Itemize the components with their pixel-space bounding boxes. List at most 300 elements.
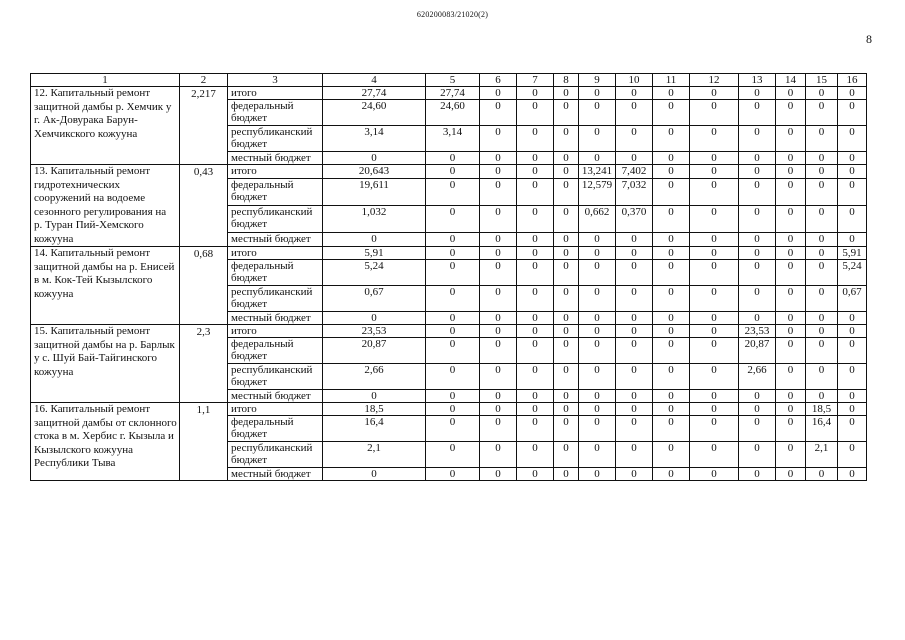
value-cell: 0 [739, 260, 776, 286]
value-cell: 0 [838, 126, 867, 152]
value-cell: 0 [690, 403, 739, 416]
column-header: 3 [228, 74, 323, 87]
value-cell: 0 [653, 205, 690, 232]
value-cell: 0 [616, 416, 653, 442]
value-cell: 0 [806, 100, 838, 126]
value-cell: 0 [776, 152, 806, 165]
value-cell: 27,74 [426, 87, 480, 100]
value-cell: 0 [554, 312, 579, 325]
column-header: 16 [838, 74, 867, 87]
value-cell: 19,611 [323, 178, 426, 205]
value-cell: 0 [426, 247, 480, 260]
value-cell: 0 [426, 260, 480, 286]
funding-source-cell: республиканский бюджет [228, 364, 323, 390]
value-cell: 5,24 [838, 260, 867, 286]
value-cell: 0 [554, 205, 579, 232]
funding-source-cell: итого [228, 325, 323, 338]
project-length-cell: 0,68 [180, 247, 228, 325]
value-cell: 0 [480, 87, 517, 100]
value-cell: 0 [838, 233, 867, 247]
value-cell: 0 [517, 325, 554, 338]
funding-source-cell: итого [228, 403, 323, 416]
value-cell: 23,53 [739, 325, 776, 338]
value-cell: 0 [480, 126, 517, 152]
value-cell: 0 [323, 468, 426, 481]
value-cell: 0 [554, 416, 579, 442]
value-cell: 0 [690, 312, 739, 325]
value-cell: 0 [776, 403, 806, 416]
value-cell: 0 [579, 325, 616, 338]
value-cell: 0 [554, 126, 579, 152]
value-cell: 0 [517, 312, 554, 325]
value-cell: 0 [739, 152, 776, 165]
value-cell: 0 [690, 416, 739, 442]
value-cell: 0 [653, 178, 690, 205]
value-cell: 0 [579, 286, 616, 312]
column-header: 2 [180, 74, 228, 87]
value-cell: 0 [616, 233, 653, 247]
value-cell: 0 [517, 286, 554, 312]
value-cell: 0 [806, 87, 838, 100]
value-cell: 0 [517, 390, 554, 403]
value-cell: 0 [739, 178, 776, 205]
value-cell: 0 [554, 364, 579, 390]
value-cell: 0 [616, 286, 653, 312]
value-cell: 0 [579, 468, 616, 481]
project-length-cell: 0,43 [180, 165, 228, 247]
funding-source-cell: итого [228, 87, 323, 100]
value-cell: 0 [653, 165, 690, 179]
funding-table [30, 73, 867, 481]
funding-source-cell: республиканский бюджет [228, 286, 323, 312]
value-cell: 0 [579, 364, 616, 390]
value-cell: 0 [838, 152, 867, 165]
value-cell: 0 [616, 390, 653, 403]
value-cell: 0 [776, 233, 806, 247]
value-cell: 0 [838, 205, 867, 232]
value-cell: 0 [517, 165, 554, 179]
value-cell: 0 [426, 312, 480, 325]
table-row [31, 165, 867, 179]
value-cell: 0 [838, 364, 867, 390]
value-cell: 0 [616, 247, 653, 260]
value-cell: 0 [480, 442, 517, 468]
value-cell: 0 [426, 286, 480, 312]
value-cell: 0 [653, 247, 690, 260]
value-cell: 0 [739, 312, 776, 325]
value-cell: 0 [480, 390, 517, 403]
value-cell: 0 [579, 233, 616, 247]
project-length-cell: 2,217 [180, 87, 228, 165]
value-cell: 0 [838, 403, 867, 416]
value-cell: 0 [616, 100, 653, 126]
value-cell: 0 [776, 338, 806, 364]
column-header: 4 [323, 74, 426, 87]
funding-source-cell: итого [228, 165, 323, 179]
value-cell: 0 [838, 165, 867, 179]
value-cell: 0 [579, 152, 616, 165]
funding-source-cell: федеральный бюджет [228, 100, 323, 126]
value-cell: 0 [554, 165, 579, 179]
value-cell: 0 [739, 468, 776, 481]
value-cell: 0 [554, 338, 579, 364]
value-cell: 0 [838, 416, 867, 442]
value-cell: 0 [653, 403, 690, 416]
value-cell: 0 [426, 178, 480, 205]
value-cell: 0 [739, 165, 776, 179]
funding-source-cell: федеральный бюджет [228, 178, 323, 205]
value-cell: 0 [616, 364, 653, 390]
value-cell: 0 [838, 312, 867, 325]
value-cell: 0 [653, 233, 690, 247]
value-cell: 0 [426, 390, 480, 403]
value-cell: 0 [690, 178, 739, 205]
value-cell: 5,91 [838, 247, 867, 260]
value-cell: 0 [806, 364, 838, 390]
value-cell: 0 [806, 152, 838, 165]
value-cell: 13,241 [579, 165, 616, 179]
value-cell: 0 [690, 338, 739, 364]
value-cell: 0 [517, 205, 554, 232]
page-number: 8 [866, 32, 872, 46]
value-cell: 24,60 [323, 100, 426, 126]
value-cell: 3,14 [426, 126, 480, 152]
project-name-cell: 14. Капитальный ремонт защитной дамбы на р. Енисей в м. Кок-Тей Кызылского кожууна [31, 247, 180, 325]
value-cell: 0 [579, 338, 616, 364]
value-cell: 0 [579, 247, 616, 260]
value-cell: 0,67 [838, 286, 867, 312]
value-cell: 0 [554, 87, 579, 100]
funding-source-cell: местный бюджет [228, 233, 323, 247]
value-cell: 0 [579, 100, 616, 126]
value-cell: 0 [554, 442, 579, 468]
value-cell: 0 [480, 205, 517, 232]
value-cell: 0 [517, 247, 554, 260]
value-cell: 0 [739, 416, 776, 442]
value-cell: 2,1 [806, 442, 838, 468]
project-name-cell: 12. Капитальный ремонт защитной дамбы р. Хемчик у г. Ак-Довурака Барун-Хемчикского кожууна [31, 87, 180, 165]
value-cell: 0 [554, 233, 579, 247]
value-cell: 0 [480, 260, 517, 286]
value-cell: 0 [517, 233, 554, 247]
value-cell: 0 [739, 233, 776, 247]
value-cell: 0 [579, 416, 616, 442]
value-cell: 0 [690, 325, 739, 338]
value-cell: 0 [838, 338, 867, 364]
value-cell: 0 [517, 468, 554, 481]
value-cell: 0 [480, 403, 517, 416]
value-cell: 0 [690, 152, 739, 165]
funding-source-cell: республиканский бюджет [228, 126, 323, 152]
value-cell: 0 [554, 100, 579, 126]
value-cell: 0 [653, 87, 690, 100]
column-header: 1 [31, 74, 180, 87]
value-cell: 0 [653, 364, 690, 390]
value-cell: 0 [616, 468, 653, 481]
value-cell: 0 [616, 325, 653, 338]
value-cell: 0 [616, 312, 653, 325]
value-cell: 27,74 [323, 87, 426, 100]
table-row [31, 325, 867, 338]
value-cell: 0 [554, 403, 579, 416]
table-row [31, 87, 867, 100]
value-cell: 0 [776, 100, 806, 126]
funding-source-cell: федеральный бюджет [228, 416, 323, 442]
value-cell: 0 [323, 390, 426, 403]
value-cell: 0 [653, 325, 690, 338]
value-cell: 0 [426, 205, 480, 232]
value-cell: 0 [806, 165, 838, 179]
value-cell: 0 [838, 325, 867, 338]
value-cell: 0 [480, 165, 517, 179]
value-cell: 0 [739, 286, 776, 312]
value-cell: 0 [616, 442, 653, 468]
value-cell: 0 [690, 100, 739, 126]
value-cell: 0 [739, 126, 776, 152]
value-cell: 0 [653, 390, 690, 403]
value-cell: 0 [579, 87, 616, 100]
value-cell: 23,53 [323, 325, 426, 338]
value-cell: 0 [776, 364, 806, 390]
value-cell: 0 [776, 442, 806, 468]
value-cell: 20,87 [739, 338, 776, 364]
document-code: 620200083/21020(2) [416, 10, 489, 19]
value-cell: 0 [690, 233, 739, 247]
value-cell: 0 [653, 338, 690, 364]
value-cell: 0 [806, 468, 838, 481]
value-cell: 0 [554, 286, 579, 312]
value-cell: 0 [653, 442, 690, 468]
value-cell: 0 [323, 233, 426, 247]
value-cell: 0 [480, 468, 517, 481]
value-cell: 0 [426, 416, 480, 442]
value-cell: 1,032 [323, 205, 426, 232]
value-cell: 5,91 [323, 247, 426, 260]
value-cell: 0 [554, 390, 579, 403]
value-cell: 0 [480, 247, 517, 260]
value-cell: 0 [517, 87, 554, 100]
value-cell: 0 [517, 152, 554, 165]
value-cell: 0 [690, 165, 739, 179]
column-header: 5 [426, 74, 480, 87]
value-cell: 0 [690, 286, 739, 312]
value-cell: 0 [690, 205, 739, 232]
column-header: 14 [776, 74, 806, 87]
funding-source-cell: местный бюджет [228, 312, 323, 325]
value-cell: 0 [690, 442, 739, 468]
value-cell: 18,5 [323, 403, 426, 416]
project-length-cell: 1,1 [180, 403, 228, 481]
value-cell: 0 [806, 390, 838, 403]
value-cell: 0 [579, 312, 616, 325]
value-cell: 0 [579, 126, 616, 152]
value-cell: 0 [776, 325, 806, 338]
value-cell: 0 [426, 468, 480, 481]
funding-source-cell: федеральный бюджет [228, 338, 323, 364]
value-cell: 0 [776, 126, 806, 152]
value-cell: 0 [739, 87, 776, 100]
value-cell: 0 [426, 325, 480, 338]
value-cell: 0 [653, 468, 690, 481]
funding-source-cell: итого [228, 247, 323, 260]
value-cell: 0 [690, 390, 739, 403]
value-cell: 0 [690, 468, 739, 481]
column-header: 6 [480, 74, 517, 87]
column-header: 13 [739, 74, 776, 87]
value-cell: 0 [776, 390, 806, 403]
value-cell: 0,370 [616, 205, 653, 232]
column-header: 15 [806, 74, 838, 87]
value-cell: 16,4 [323, 416, 426, 442]
value-cell: 0 [554, 178, 579, 205]
value-cell: 0 [776, 416, 806, 442]
value-cell: 0 [806, 312, 838, 325]
value-cell: 0 [653, 312, 690, 325]
value-cell: 0 [690, 126, 739, 152]
value-cell: 0 [653, 126, 690, 152]
value-cell: 0 [690, 247, 739, 260]
value-cell: 0 [517, 403, 554, 416]
value-cell: 0 [739, 403, 776, 416]
value-cell: 0 [776, 87, 806, 100]
value-cell: 0 [690, 260, 739, 286]
value-cell: 0 [480, 100, 517, 126]
value-cell: 0,67 [323, 286, 426, 312]
value-cell: 0 [517, 416, 554, 442]
value-cell: 7,402 [616, 165, 653, 179]
value-cell: 0 [554, 152, 579, 165]
value-cell: 0 [776, 286, 806, 312]
value-cell: 0 [426, 152, 480, 165]
value-cell: 0 [616, 152, 653, 165]
value-cell: 18,5 [806, 403, 838, 416]
value-cell: 16,4 [806, 416, 838, 442]
value-cell: 0 [480, 338, 517, 364]
value-cell: 0 [480, 152, 517, 165]
value-cell: 2,66 [323, 364, 426, 390]
value-cell: 0 [616, 403, 653, 416]
value-cell: 2,1 [323, 442, 426, 468]
value-cell: 0 [517, 126, 554, 152]
funding-source-cell: федеральный бюджет [228, 260, 323, 286]
value-cell: 0 [517, 100, 554, 126]
value-cell: 0 [323, 312, 426, 325]
value-cell: 0 [480, 233, 517, 247]
value-cell: 0 [426, 442, 480, 468]
value-cell: 0 [480, 178, 517, 205]
value-cell: 20,643 [323, 165, 426, 179]
value-cell: 0 [838, 100, 867, 126]
value-cell: 0 [616, 260, 653, 286]
value-cell: 0 [739, 390, 776, 403]
value-cell: 0 [776, 312, 806, 325]
value-cell: 7,032 [616, 178, 653, 205]
value-cell: 0 [426, 165, 480, 179]
value-cell: 0,662 [579, 205, 616, 232]
value-cell: 0 [653, 152, 690, 165]
table-row [31, 403, 867, 416]
value-cell: 0 [739, 247, 776, 260]
value-cell: 0 [480, 286, 517, 312]
funding-source-cell: местный бюджет [228, 390, 323, 403]
value-cell: 0 [554, 260, 579, 286]
funding-source-cell: местный бюджет [228, 468, 323, 481]
value-cell: 0 [776, 468, 806, 481]
value-cell: 0 [838, 442, 867, 468]
value-cell: 0 [776, 247, 806, 260]
value-cell: 0 [554, 468, 579, 481]
value-cell: 0 [806, 338, 838, 364]
header-row [31, 74, 867, 87]
value-cell: 0 [426, 233, 480, 247]
value-cell: 0 [806, 205, 838, 232]
value-cell: 0 [426, 364, 480, 390]
value-cell: 0 [653, 416, 690, 442]
value-cell: 5,24 [323, 260, 426, 286]
value-cell: 0 [776, 260, 806, 286]
table-row [31, 247, 867, 260]
value-cell: 0 [579, 403, 616, 416]
value-cell: 0 [806, 325, 838, 338]
value-cell: 0 [806, 247, 838, 260]
value-cell: 0 [653, 260, 690, 286]
value-cell: 0 [776, 165, 806, 179]
value-cell: 3,14 [323, 126, 426, 152]
value-cell: 0 [517, 338, 554, 364]
value-cell: 0 [480, 364, 517, 390]
value-cell: 0 [426, 403, 480, 416]
column-header: 12 [690, 74, 739, 87]
value-cell: 2,66 [739, 364, 776, 390]
value-cell: 0 [838, 87, 867, 100]
value-cell: 0 [653, 286, 690, 312]
value-cell: 0 [579, 390, 616, 403]
value-cell: 0 [776, 205, 806, 232]
value-cell: 0 [616, 126, 653, 152]
value-cell: 0 [739, 442, 776, 468]
funding-source-cell: республиканский бюджет [228, 205, 323, 232]
value-cell: 0 [480, 325, 517, 338]
value-cell: 0 [616, 338, 653, 364]
funding-source-cell: местный бюджет [228, 152, 323, 165]
value-cell: 0 [554, 247, 579, 260]
value-cell: 0 [739, 205, 776, 232]
value-cell: 12,579 [579, 178, 616, 205]
value-cell: 0 [838, 178, 867, 205]
value-cell: 0 [517, 178, 554, 205]
column-header: 11 [653, 74, 690, 87]
value-cell: 0 [806, 260, 838, 286]
value-cell: 0 [426, 338, 480, 364]
value-cell: 0 [579, 442, 616, 468]
value-cell: 0 [806, 178, 838, 205]
funding-source-cell: республиканский бюджет [228, 442, 323, 468]
value-cell: 0 [806, 233, 838, 247]
value-cell: 0 [838, 390, 867, 403]
value-cell: 0 [480, 416, 517, 442]
value-cell: 0 [554, 325, 579, 338]
project-name-cell: 15. Капитальный ремонт защитной дамбы на р. Барлык у с. Шуй Бай-Тайгинского кожууна [31, 325, 180, 403]
value-cell: 0 [690, 364, 739, 390]
value-cell: 0 [739, 100, 776, 126]
value-cell: 0 [653, 100, 690, 126]
value-cell: 0 [690, 87, 739, 100]
value-cell: 0 [517, 364, 554, 390]
value-cell: 0 [480, 312, 517, 325]
value-cell: 0 [616, 87, 653, 100]
value-cell: 0 [838, 468, 867, 481]
column-header: 7 [517, 74, 554, 87]
